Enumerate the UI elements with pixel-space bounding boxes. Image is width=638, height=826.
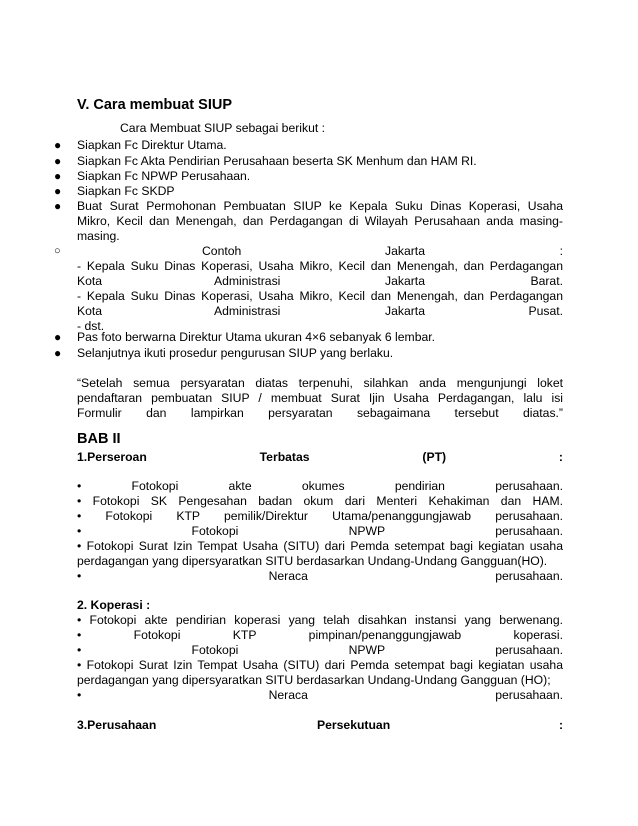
quote-line: pendaftaran pembuatan SIUP / membuat Surat Ijin Usaha Perdagangan, lalu isi [77, 391, 563, 405]
bullet-icon: ● [54, 138, 62, 152]
pt-item: perdagangan yang dipersyaratkan SITU berdasarkan Undang-Undang Gangguan(HO). [77, 554, 548, 568]
koperasi-item: • Fotokopi akte pendirian koperasi yang telah disahkan instansi yang berwenang. [77, 613, 563, 627]
example-line: - Kepala Suku Dinas Koperasi, Usaha Mikro, Kecil dan Menengah, dan Perdagangan [77, 259, 563, 273]
koperasi-item: • Fotokopi KTP pimpinan/penanggungjawab koperasi. [77, 628, 563, 642]
bullet-icon: ● [54, 346, 62, 360]
quote-line: Formulir dan lampirkan persyaratan sebagaimana tersebut diatas.” [77, 406, 563, 420]
pt-item: • Fotokopi Surat Izin Tempat Usaha (SITU) dari Pemda setempat bagi kegiatan usaha [77, 539, 563, 553]
bullet-icon: ● [54, 330, 62, 344]
list-item: Siapkan Fc NPWP Perusahaan. [77, 169, 251, 183]
example-colon: : [559, 244, 563, 258]
list-item: Siapkan Fc Direktur Utama. [77, 138, 227, 152]
koperasi-item: • Fotokopi NPWP perusahaan. [77, 643, 563, 657]
intro-text: Cara Membuat SIUP sebagai berikut : [120, 121, 326, 135]
list-item-continuation: masing. [77, 229, 120, 243]
document-page: V. Cara membuat SIUP Cara Membuat SIUP sebagai berikut : ● Siapkan Fc Direktur Utama. ● Siapkan Fc Akta Pendirian Perusahaan beserta SK Menhum dan HAM RI. ● Siapkan Fc NPWP Perusahaan. ● Siapkan Fc SKDP ● Buat Surat Permohonan Pembuatan SIUP ke Kepala Suku Dinas Koperasi, Usaha Mikro, Kecil dan Menengah, dan Perdagangan di Wilayah Perusahaan anda masing- masing. ○ Contoh Jakarta : - Kepala Suku Dinas Koperasi, Usaha Mikro, Kecil dan Menengah, dan Perdagangan Kota Administrasi Jakarta Barat. - Kepala Suku Dinas Koperasi, Usaha Mikro, Kecil dan Menengah, dan Perdagangan Kota Administrasi Jakarta Pusat. - dst. ● Pas foto berwarna Direktur Utama ukuran 4×6 sebanyak 6 lembar. ● Selanjutnya ikuti prosedur pengurusan SIUP yang berlaku. “Setelah semua persyaratan diatas terpenuhi, silahkan anda mengunjungi loket pendaftaran pembuatan SIUP / membuat Surat Ijin Usaha Perdagangan, lalu isi Formulir dan lampirkan persyaratan sebagaimana tersebut diatas.” BAB II 1.Perseroan Terbatas (PT) : • Fotokopi akte okumes pendirian perusahaan. • Fotokopi SK Pengesahan badan okum dari Menteri Kehakiman dan HAM. • Fotokopi KTP pemilik/Direktur Utama/penanggungjawab perusahaan. • Fotokopi NPWP perusahaan. • Fotokopi Surat Izin Tempat Usaha (SITU) dari Pemda setempat bagi kegiatan usaha perdagangan yang dipersyaratkan SITU berdasarkan Undang-Undang Gangguan(HO). • Neraca perusahaan. 2. Koperasi : • Fotokopi akte pendirian koperasi yang telah disahkan instansi yang berwenang. • Fotokopi KTP pimpinan/penanggungjawab koperasi. • Fotokopi NPWP perusahaan. • Fotokopi Surat Izin Tempat Usaha (SITU) dari Pemda setempat bagi kegiatan usaha perdagangan yang dipersyaratkan SITU berdasarkan Undang-Undang Gangguan (HO); • Neraca perusahaan. 3.Perusahaan Persekutuan : [54, 97, 563, 732]
bullet-icon: ● [54, 169, 62, 183]
quote-line: “Setelah semua persyaratan diatas terpenuhi, silahkan anda mengunjungi loket [77, 376, 563, 390]
pt-item: • Fotokopi akte okumes pendirian perusahaan. [77, 479, 563, 493]
koperasi-item: • Fotokopi Surat Izin Tempat Usaha (SITU) dari Pemda setempat bagi kegiatan usaha [77, 658, 563, 672]
list-item-continuation: Mikro, Kecil dan Menengah, dan Perdagangan di Wilayah Perusahaan anda masing- [77, 214, 563, 228]
bullet-icon: ● [54, 154, 62, 168]
list-item: Pas foto berwarna Direktur Utama ukuran 4×6 sebanyak 6 lembar. [77, 330, 436, 344]
koperasi-item: perdagangan yang dipersyaratkan SITU berdasarkan Undang-Undang Gangguan (HO); [77, 673, 551, 687]
example-city: Jakarta [385, 244, 425, 258]
pt-item: • Fotokopi SK Pengesahan badan okum dari Menteri Kehakiman dan HAM. [77, 494, 563, 508]
koperasi-title: 2. Koperasi : [77, 598, 151, 612]
circle-bullet-icon: ○ [54, 245, 61, 257]
list-item: Siapkan Fc Akta Pendirian Perusahaan beserta SK Menhum dan HAM RI. [77, 154, 477, 168]
koperasi-item: • Neraca perusahaan. [77, 688, 563, 702]
bab-heading: BAB II [77, 431, 121, 447]
pt-title: 1.Perseroan Terbatas (PT) : [77, 450, 563, 464]
list-item: Buat Surat Permohonan Pembuatan SIUP ke Kepala Suku Dinas Koperasi, Usaha [77, 199, 563, 213]
bullet-icon: ● [54, 199, 62, 213]
bullet-icon: ● [54, 184, 62, 198]
pt-item: • Neraca perusahaan. [77, 569, 563, 583]
list-item: Selanjutnya ikuti prosedur pengurusan SIUP yang berlaku. [77, 346, 394, 360]
list-item: Siapkan Fc SKDP [77, 184, 175, 198]
example-label: Contoh [202, 244, 242, 258]
pt-item: • Fotokopi NPWP perusahaan. [77, 524, 563, 538]
pt-item: • Fotokopi KTP pemilik/Direktur Utama/penanggungjawab perusahaan. [77, 509, 563, 523]
example-line: - Kepala Suku Dinas Koperasi, Usaha Mikro, Kecil dan Menengah, dan Perdagangan [77, 289, 563, 303]
section-heading: V. Cara membuat SIUP [77, 97, 232, 113]
example-line: - dst. [77, 319, 105, 333]
